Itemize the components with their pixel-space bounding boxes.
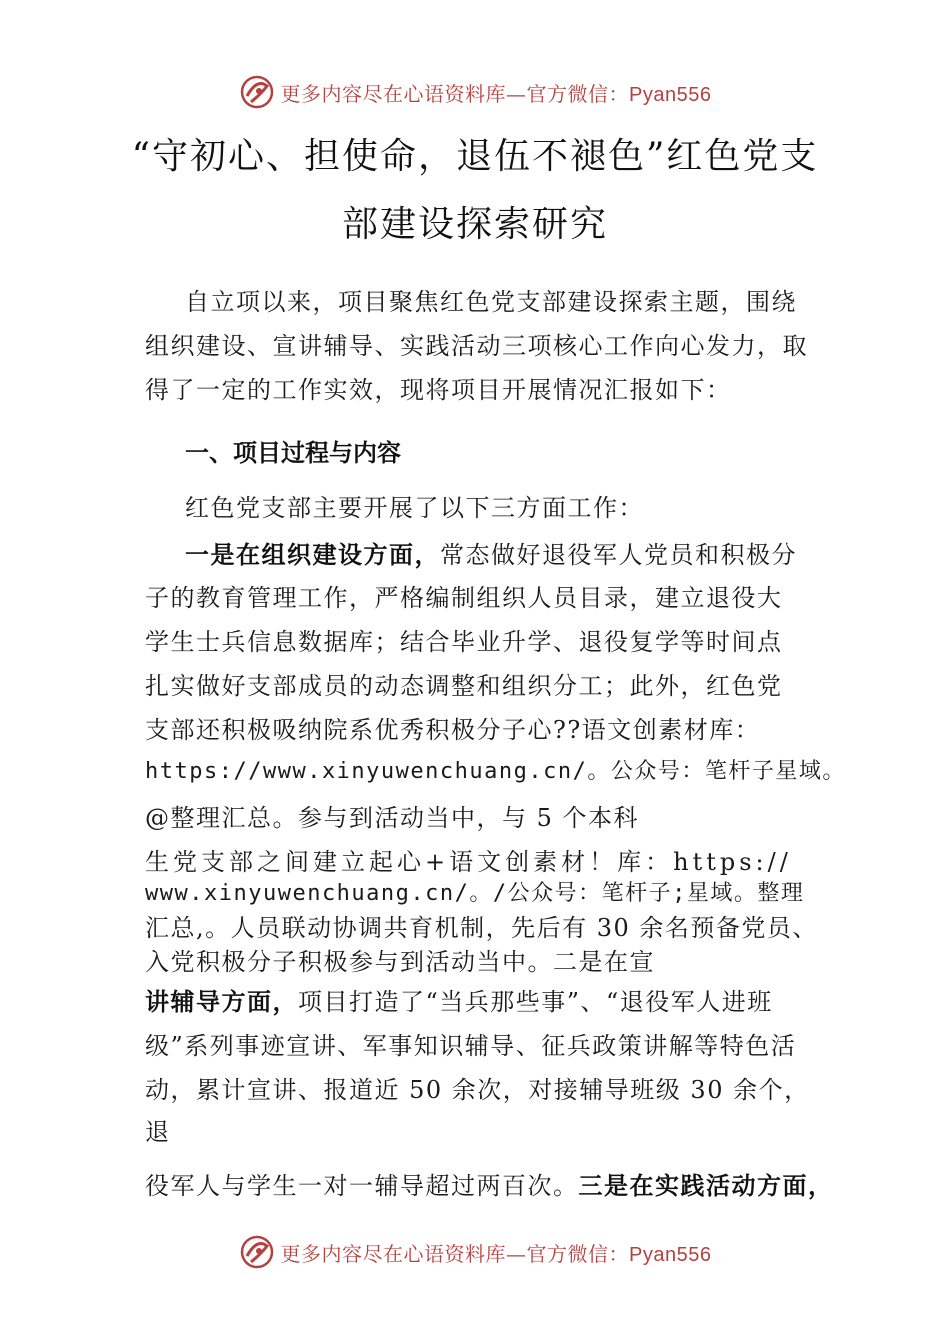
bold-phrase: 三是在实践活动方面， [578, 1172, 834, 1200]
paragraph-line: @整理汇总。参与到活动当中，与 5 个本科 [145, 804, 640, 832]
paragraph-line: 一是在组织建设方面，常态做好退役军人党员和积极分 [185, 541, 797, 569]
paragraph-line: 生党支部之间建立起心+语文创素材！库：https:// [145, 848, 792, 876]
section-lead: 红色党支部主要开展了以下三方面工作： [185, 494, 644, 522]
paragraph-line: 级”系列事迹宣讲、军事知识辅导、征兵政策讲解等特色活 [145, 1032, 797, 1060]
paragraph-line: www.xinyuwenchuang.cn/。/公众号：笔杆子;星域。整理 [145, 881, 805, 906]
paragraph-line: 汇总,。人员联动协调共育机制，先后有 30 余名预备党员、 [145, 914, 818, 942]
bold-phrase: 一是在组织建设方面， [185, 541, 440, 569]
paragraph-line: 讲辅导方面，项目打造了“当兵那些事”、“退役军人进班 [145, 988, 773, 1016]
document-title-line-1: “守初心、担使命，退伍不褪色”红色党支 [131, 136, 819, 177]
watermark-text: 更多内容尽在心语资料库—官方微信：Pyan556 [280, 1241, 712, 1266]
intro-line-1: 自立项以来，项目聚焦红色党支部建设探索主题，围绕 [185, 288, 797, 316]
paragraph-line: 扎实做好支部成员的动态调整和组织分工；此外，红色党 [145, 672, 783, 700]
paragraph-line: 学生士兵信息数据库；结合毕业升学、退役复学等时间点 [145, 628, 783, 656]
intro-line-2: 组织建设、宣讲辅导、实践活动三项核心工作向心发力，取 [145, 332, 808, 360]
header-watermark-banner [0, 72, 950, 112]
paragraph-line: https://www.xinyuwenchuang.cn/。公众号：笔杆子星域。 [145, 759, 846, 784]
intro-line-3: 得了一定的工作实效，现将项目开展情况汇报如下： [145, 376, 732, 404]
footer-watermark-banner [0, 1232, 950, 1272]
brand-logo-icon [239, 1234, 275, 1270]
paragraph-line: 子的教育管理工作，严格编制组织人员目录，建立退役大 [145, 584, 783, 612]
paragraph-line: 入党积极分子积极参与到活动当中。二是在宣 [145, 948, 655, 976]
paragraph-line: 支部还积极吸纳院系优秀积极分子心??语文创素材库： [145, 716, 761, 744]
wechat-id: Pyan556 [629, 83, 712, 106]
document-title-line-2: 部建设探索研究 [341, 204, 608, 245]
wechat-id: Pyan556 [629, 1243, 712, 1266]
watermark-text: 更多内容尽在心语资料库—官方微信：Pyan556 [280, 81, 712, 106]
paragraph-line: 退 [145, 1118, 171, 1146]
section-heading: 一、项目过程与内容 [185, 439, 401, 467]
paragraph-line: 役军人与学生一对一辅导超过两百次。三是在实践活动方面， [145, 1172, 834, 1200]
brand-logo-icon [239, 74, 275, 110]
paragraph-line: 动，累计宣讲、报道近 50 余次，对接辅导班级 30 余个， [145, 1076, 810, 1104]
bold-phrase: 讲辅导方面， [145, 988, 298, 1016]
